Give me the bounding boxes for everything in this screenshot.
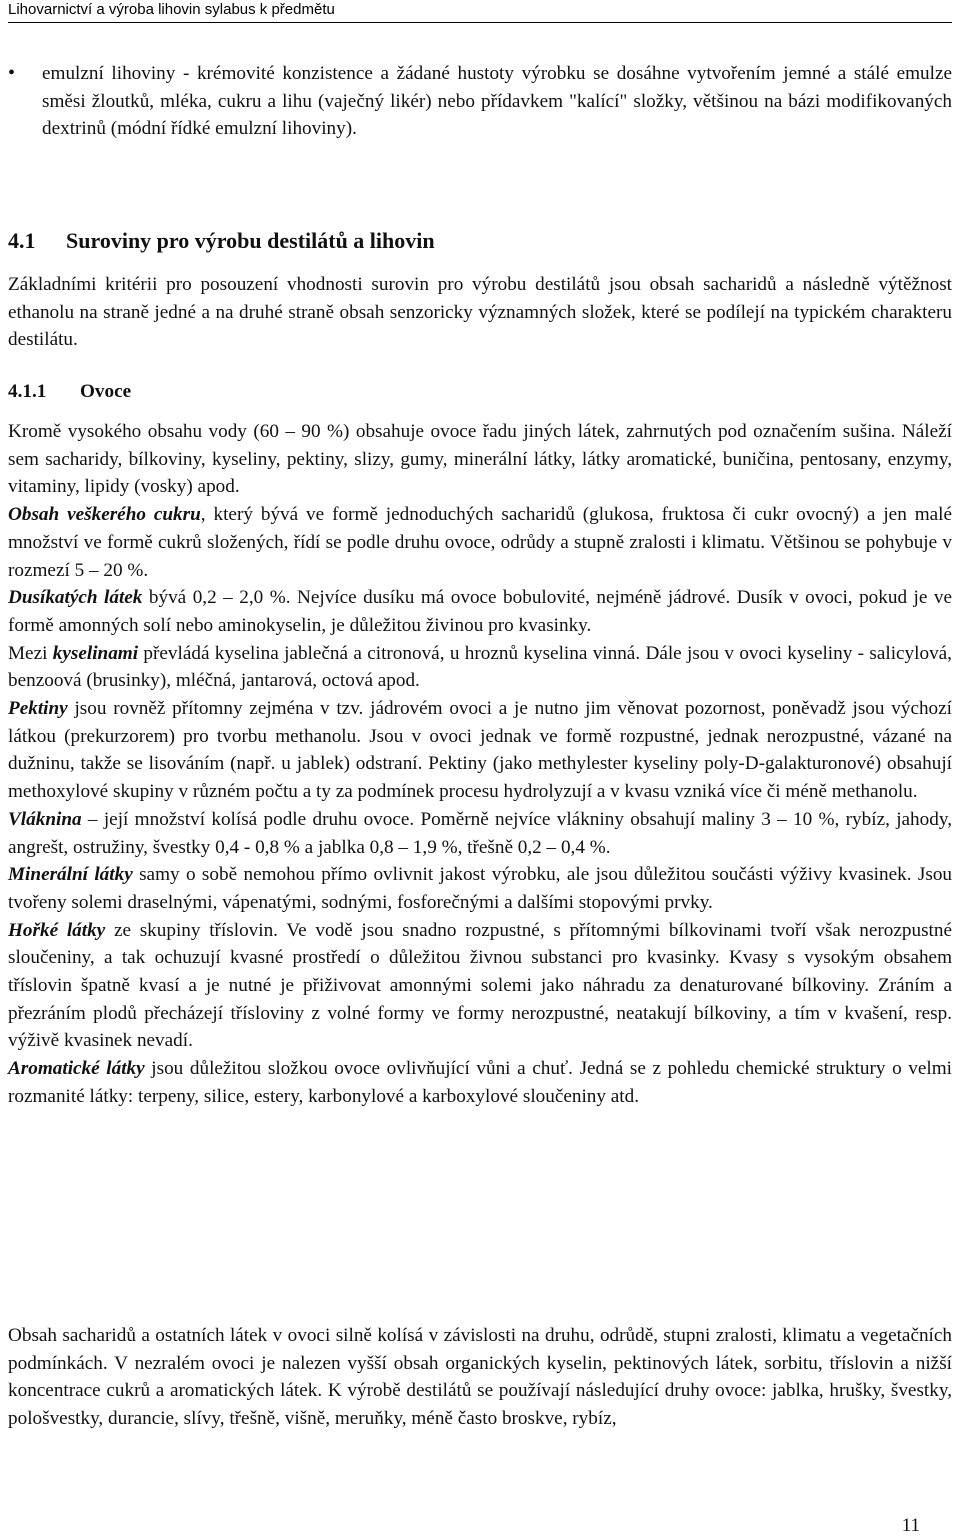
term-acids: kyselinami: [52, 642, 139, 664]
closing-paragraph-block: [8, 1322, 952, 1433]
paragraph-dry-matter: Kromě vysokého obsahu vody (60 – 90 %) obsahuje ovoce řadu jiných látek, zahrnutých pod označením sušina. Náleží sem sacharidy, bílkoviny, kyseliny, pektiny, slizy, gumy, minerální látky, látky aromatické, buničina, pentosany, enzymy, vitaminy, lipidy (vosky) apod.: [8, 421, 952, 498]
running-header: Lihovarnictví a výroba lihovin sylabus k předmětu: [8, 0, 952, 23]
subsection-body: [8, 418, 952, 1111]
pectins-text: jsou rovněž přítomny zejména v tzv. jádrovém ovoci a je nutno jim věnovat pozornost, poněvadž jsou výchozí látkou (prekurzorem) pro tvorbu methanolu. Jsou v ovoci jednak ve formě rozpustné, jednak nerozpustné, vázané na dužninu, takže se lisováním (např. u jablek) odstraní. Pektiny (jako methylester kyseliny poly-D-galakturonové) obsahují methoxylové skupiny v různém počtu a ty za podmínek procesu hydrolyzují a v kvasu vzniká více či méně methanolu.: [8, 698, 952, 803]
paragraph-acids: [8, 640, 952, 695]
term-sugar: Obsah veškerého cukru: [8, 504, 201, 526]
section-heading: [8, 226, 952, 256]
paragraph-nitrogen: [8, 584, 952, 639]
paragraph-bitter: [8, 917, 952, 1056]
section-title: Suroviny pro výrobu destilátů a lihovin: [66, 228, 435, 253]
subsection-number: 4.1.1: [8, 381, 47, 402]
minerals-text: samy o sobě nemohou přímo ovlivnit jakost výrobku, ale jsou důležitou součásti výživy kvasinek. Jsou tvořeny solemi draselnými, vápenatými, sodnými, fosforečnými a dalšími stopovými prvky.: [8, 864, 953, 913]
subsection-heading: [8, 378, 952, 405]
paragraph-minerals: [8, 861, 952, 916]
bitter-text: ze skupiny tříslovin. Ve vodě jsou snadno rozpustné, s přítomnými bílkovinami tvoří však nerozpustné sloučeniny, a tak ochuzují kvasné prostředí o důležitou živnou substanci pro kvasinky. Kvasy s vysokým obsahem tříslovin špatně kvasí a je nutné je přiživovat amonnými solemi jako náhradu za denaturované bílkoviny. Zráním a přezráním plodů přecházejí třísloviny z volné formy ve formy nerozpustné, neatakují bílkoviny, a tím v kvašení, resp. výživě kvasinek nevadí.: [8, 919, 952, 1052]
paragraph-variability: Obsah sacharidů a ostatních látek v ovoci silně kolísá v závislosti na druhu, odrůdě, stupni zralosti, klimatu a vegetačních podmínkách. V nezralém ovoci je nalezen vyšší obsah organických kyselin, pektinových látek, sorbitu, tříslovin a nižší koncentrace cukrů a aromatických látek. K výrobě destilátů se používají následující druhy ovoce: jablka, hrušky, švestky, pološvestky, durancie, slívy, třešně, višně, meruňky, méně často broskve, rybíz,: [8, 1325, 952, 1430]
paragraph-aroma: [8, 1055, 952, 1110]
term-pectins: Pektiny: [8, 698, 68, 720]
term-nitrogen: Dusíkatých látek: [8, 587, 143, 609]
acids-text: převládá kyselina jablečná a citronová, u hroznů kyselina vinná. Dále jsou v ovoci kyseliny - salicylová, benzoová (brusinky), mléčná, jantarová, octová apod.: [8, 642, 952, 692]
section-number: 4.1: [8, 228, 36, 253]
section-intro-paragraph: [8, 271, 952, 354]
bullet-list-item: [8, 60, 952, 143]
acids-pre: Mezi: [8, 642, 53, 664]
term-bitter: Hořké látky: [8, 919, 106, 941]
paragraph-pectins: [8, 695, 952, 806]
bullet-dot-icon: •: [8, 62, 16, 84]
term-minerals: Minerální látky: [8, 864, 133, 886]
paragraph-fiber: [8, 806, 952, 861]
sugar-text: , který bývá ve formě jednoduchých sacharidů (glukosa, fruktosa či cukr ovocný) a jen malé množství ve formě cukrů složených, řídí se podle druhu ovoce, odrůdy a stupně zralosti i klimatu. Většinou se pohybuje v rozmezí 5 – 20 %.: [8, 504, 952, 581]
subsection-title: Ovoce: [80, 381, 132, 402]
paragraph-sugar: [8, 501, 952, 584]
nitrogen-text: bývá 0,2 – 2,0 %. Nejvíce dusíku má ovoce bobulovité, nejméně jádrové. Dusík v ovoci, pokud je ve formě amonných solí nebo aminokyselin, je důležitou živinou pro kvasinky.: [8, 587, 952, 636]
term-aroma: Aromatické látky: [8, 1058, 145, 1080]
bullet-text: emulzní lihoviny - krémovité konzistence a žádané hustoty výrobku se dosáhne vytvořením jemné a stálé emulze směsi žloutků, mléka, cukru a lihu (vaječný likér) nebo přídavkem "kalící" složky, většinou na bázi modifikovaných dextrinů (módní řídké emulzní lihoviny).: [42, 63, 952, 140]
fiber-text: – její množství kolísá podle druhu ovoce. Poměrně nejvíce vlákniny obsahují maliny 3 – 10 %, rybíz, jahody, angrešt, ostružiny, švestky 0,4 - 0,8 % a jablka 0,8 – 1,9 %, třešně 0,2 – 0,4 %.: [8, 808, 952, 858]
term-fiber: Vláknina: [8, 808, 82, 830]
page-number: 11: [901, 1515, 920, 1536]
intro-text: Základními kritérii pro posouzení vhodnosti surovin pro výrobu destilátů jsou obsah sacharidů a následně výtěžnost ethanolu na straně jedné a na druhé straně obsah senzoricky významných složek, které se podílejí na typickém charakteru destilátu.: [8, 274, 952, 351]
aroma-text: jsou důležitou složkou ovoce ovlivňující vůni a chuť. Jedná se z pohledu chemické struktury o velmi rozmanité látky: terpeny, silice, estery, karbonylové a karboxylové sloučeniny atd.: [8, 1058, 952, 1107]
